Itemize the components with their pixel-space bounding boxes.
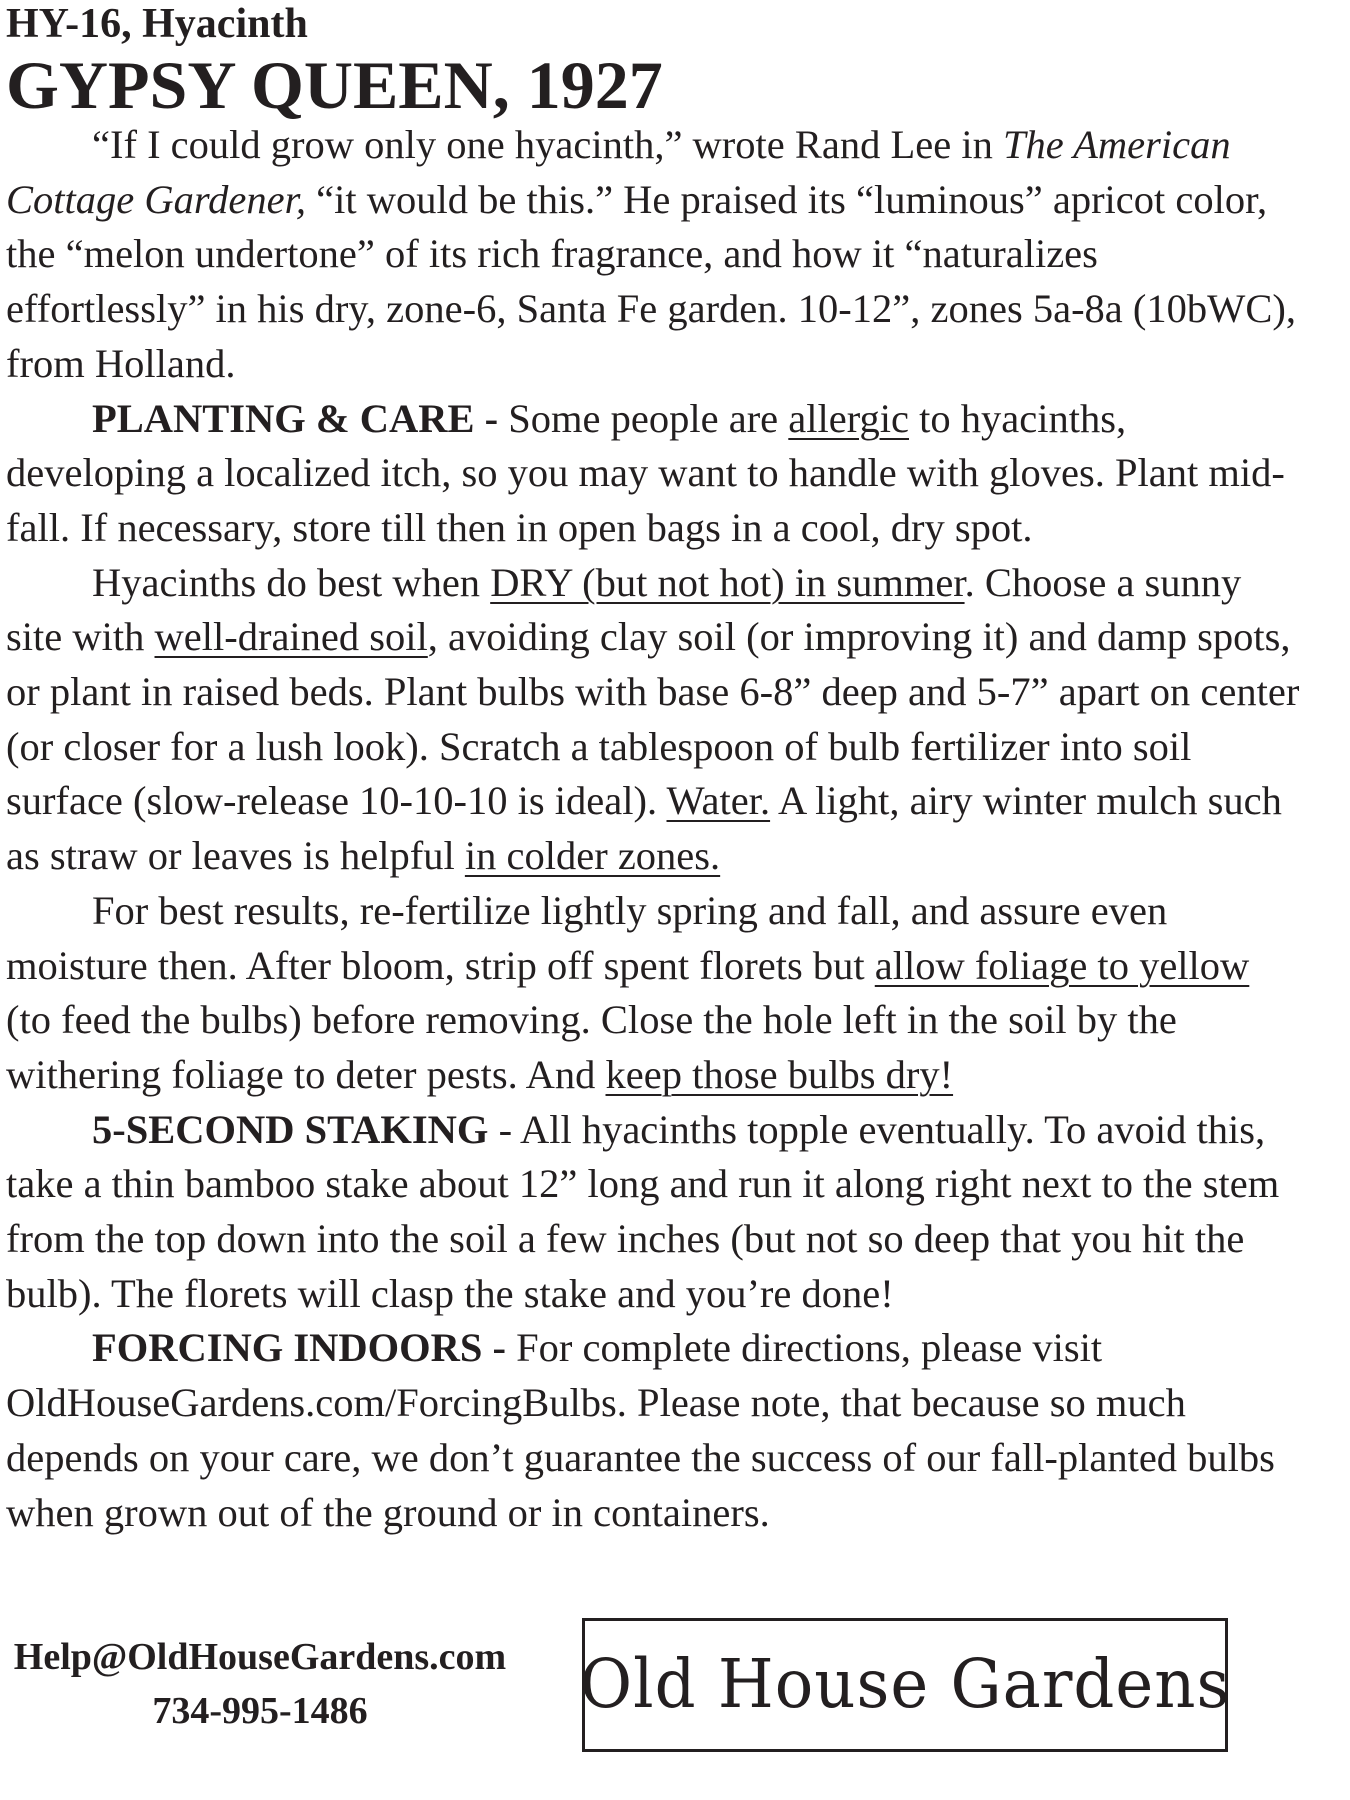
- company-logo: [579, 1618, 1231, 1752]
- planting-text-2: to hyacinths, developing a localized itch, so you may want to handle with gloves. Plant mid-fall. If necessary, store till then in open bags in a cool, dry spot.: [6, 395, 1285, 550]
- results-text-1: For best results, re-fertilize lightly spring and fall, and assure even moisture then. After bloom, strip off spent florets but: [6, 887, 1168, 988]
- dry-paragraph: [6, 556, 1301, 884]
- planting-paragraph: [6, 392, 1301, 556]
- contact-email[interactable]: Help@OldHouseGardens.com: [13, 1636, 507, 1678]
- dry-text-4: A light, airy winter mulch such as straw or leaves is helpful: [6, 778, 1282, 879]
- staking-paragraph: [6, 1103, 1301, 1322]
- allergic-emphasis: allergic: [788, 395, 909, 441]
- dry-text-1: Hyacinths do best when: [92, 559, 491, 605]
- foliage-emphasis: allow foliage to yellow: [874, 942, 1250, 988]
- logo-text: Old House Gardens: [579, 1646, 1231, 1724]
- product-code: HY-16, Hyacinth: [6, 1, 308, 47]
- body-text: [6, 118, 1301, 1540]
- contact-info: [0, 1630, 520, 1738]
- well-drained-emphasis: well-drained soil: [154, 614, 428, 660]
- water-emphasis: Water.: [666, 778, 771, 824]
- dry-text-2: . Choose a sunny site with: [6, 559, 1242, 660]
- colder-zones-emphasis: in colder zones.: [464, 833, 721, 879]
- product-title: GYPSY QUEEN, 1927: [6, 47, 663, 123]
- contact-phone: 734-995-1486: [152, 1690, 368, 1732]
- instruction-sheet: [6, 0, 1301, 1540]
- forcing-text: For complete directions, please visit OldHouseGardens.com/ForcingBulbs. Please note, that because so much depends on your care, we don’t guarantee the success of our fall-planted bulbs when grown out of the ground or in containers.: [6, 1325, 1275, 1535]
- planting-heading: PLANTING & CARE -: [92, 395, 509, 441]
- forcing-paragraph: [6, 1321, 1301, 1540]
- intro-text-2: “it would be this.” He praised its “luminous” apricot color, the “melon undertone” of its rich fragrance, and how it “naturalizes effortlessly” in his dry, zone-6, Santa Fe garden. 10-12”, zones 5a-8a (10bWC), from Holland.: [6, 176, 1296, 386]
- intro-text-1: “If I could grow only one hyacinth,” wrote Rand Lee in: [92, 122, 1003, 167]
- results-paragraph: [6, 884, 1301, 1103]
- results-text-2: (to feed the bulbs) before removing. Close the hole left in the soil by the withering foliage to deter pests. And: [6, 997, 1177, 1097]
- staking-text: - All hyacinths topple eventually. To avoid this, take a thin bamboo stake about 12” long and run it along right next to the stem from the top down into the soil a few inches (but not so deep that you hit the bulb). The florets will clasp the stake and you’re done!: [6, 1106, 1280, 1316]
- forcing-heading: FORCING INDOORS -: [92, 1325, 517, 1371]
- book-title: The American Cottage Gardener,: [6, 122, 1231, 222]
- planting-text-1: Some people are: [508, 395, 789, 441]
- dry-summer-emphasis: DRY (but not hot) in summer: [490, 559, 965, 605]
- keep-dry-emphasis: keep those bulbs dry!: [605, 1051, 954, 1097]
- intro-paragraph: [6, 118, 1301, 392]
- dry-text-3: , avoiding clay soil (or improving it) and damp spots, or plant in raised beds. Plant bulbs with base 6-8” deep and 5-7” apart on center (or closer for a lush look). Scratch a tablespoon of bulb fertilizer into soil surface (slow-release 10-10-10 is ideal).: [6, 614, 1300, 824]
- staking-heading: 5-SECOND STAKING: [92, 1106, 489, 1152]
